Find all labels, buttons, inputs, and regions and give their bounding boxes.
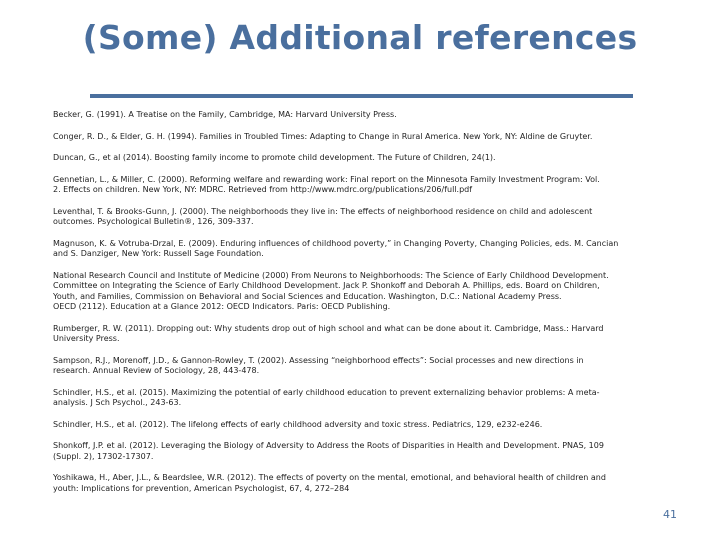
reference-entry	[53, 473, 693, 494]
title-underline-rule	[90, 94, 633, 98]
reference-entry	[53, 207, 693, 228]
reference-line: University Press.	[53, 334, 120, 343]
reference-entry	[53, 132, 693, 143]
reference-line: Yoshikawa, H., Aber, J.L., & Beardslee, W.R. (2012). The effects of poverty on the mental, emotional, and behavioral health of children and	[53, 473, 606, 482]
reference-entry	[53, 153, 693, 164]
reference-line: Magnuson, K. & Votruba-Drzal, E. (2009). Enduring influences of childhood poverty,” in Changing Poverty, Changing Policies, eds. M. Cancian	[53, 238, 619, 248]
reference-line: Schindler, H.S., et al. (2015). Maximizing the potential of early childhood education to prevent externalizing behavior problems: A meta-	[53, 387, 600, 397]
reference-line: Youth, and Families, Commission on Behavioral and Social Sciences and Education. Washington, D.C.: National Academy Press.	[53, 291, 562, 301]
reference-line: Becker, G. (1991). A Treatise on the Family, Cambridge, MA: Harvard University Press.	[53, 110, 397, 119]
reference-line: National Research Council and Institute of Medicine (2000) From Neurons to Neighborhoods: The Science of Early Childhood Development.	[53, 270, 609, 280]
reference-entry	[53, 388, 693, 409]
reference-line: and S. Danziger, New York: Russell Sage Foundation.	[53, 249, 264, 258]
reference-line: Leventhal, T. & Brooks-Gunn, J. (2000). The neighborhoods they live in: The effects of neighborhood residence on child and adolescent	[53, 206, 593, 216]
reference-entry	[53, 239, 693, 260]
reference-line: OECD (2112). Education at a Glance 2012: OECD Indicators. Paris: OECD Publishing.	[53, 302, 391, 311]
reference-entry	[53, 324, 693, 345]
reference-list	[53, 110, 693, 505]
reference-line: analysis. J Sch Psychol., 243-63.	[53, 398, 182, 407]
reference-line: Schindler, H.S., et al. (2012). The lifelong effects of early childhood adversity and toxic stress. Pediatrics, 129, e232-e246.	[53, 419, 543, 429]
reference-line: 2. Effects on children. New York, NY: MDRC. Retrieved from http://www.mdrc.org/publications/206/full.pdf	[53, 185, 473, 194]
reference-entry	[53, 110, 693, 121]
reference-line: Committee on Integrating the Science of Early Childhood Development. Jack P. Shonkoff and Deborah A. Phillips, eds. Board on Children,	[53, 281, 600, 290]
reference-entry	[53, 175, 693, 196]
reference-line: research. Annual Review of Sociology, 28, 443-478.	[53, 366, 260, 375]
reference-line: (Suppl. 2), 17302-17307.	[53, 451, 154, 461]
page-number: 41	[663, 508, 677, 521]
reference-line: Duncan, G., et al (2014). Boosting family income to promote child development. The Future of Children, 24(1).	[53, 153, 496, 162]
reference-entry	[53, 356, 693, 377]
reference-line: youth: Implications for prevention, American Psychologist, 67, 4, 272–284	[53, 483, 350, 493]
reference-line: Gennetian, L., & Miller, C. (2000). Reforming welfare and rewarding work: Final report on the Minnesota Family Investment Program: Vol.	[53, 174, 600, 184]
reference-line: outcomes. Psychological Bulletin®, 126, 309-337.	[53, 217, 254, 226]
slide-title: (Some) Additional references	[82, 18, 638, 57]
reference-entry	[53, 271, 693, 313]
reference-line: Sampson, R.J., Morenoff, J.D., & Gannon-Rowley, T. (2002). Assessing “neighborhood effects”: Social processes and new directions in	[53, 355, 584, 365]
reference-line: Rumberger, R. W. (2011). Dropping out: Why students drop out of high school and what can be done about it. Cambridge, Mass.: Harvard	[53, 323, 604, 333]
reference-line: Shonkoff, J.P. et al. (2012). Leveraging the Biology of Adversity to Address the Roots of Disparities in Health and Development. PNAS, 109	[53, 441, 604, 450]
reference-line: Conger, R. D., & Elder, G. H. (1994). Families in Troubled Times: Adapting to Change in Rural America. New York, NY: Aldine de Gruyter.	[53, 131, 593, 141]
reference-entry	[53, 441, 693, 462]
reference-entry	[53, 420, 693, 431]
